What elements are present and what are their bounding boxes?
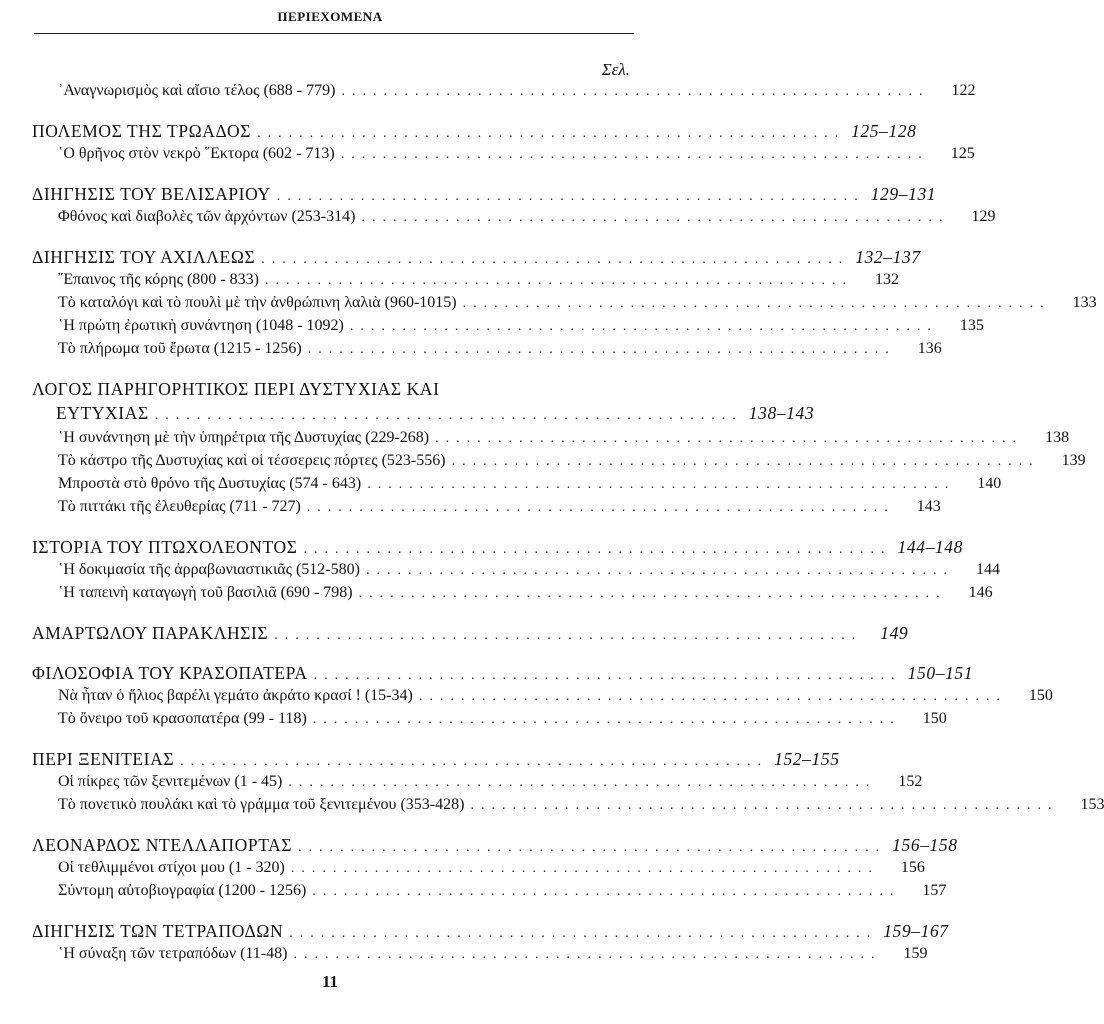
- dot-leader: ........................................................: [257, 126, 846, 141]
- dot-leader: ........................................................: [349, 319, 938, 334]
- header-rule: [34, 33, 634, 34]
- section-title: ΠΕΡΙ ΞΕΝΙΤΕΙΑΣ: [32, 749, 175, 769]
- section-pages: 129–131: [870, 184, 937, 204]
- entry-page: 144: [975, 561, 1000, 578]
- entry-page: 146: [968, 584, 993, 601]
- section-title: ΛΟΓΟΣ ΠΑΡΗΓΟΡΗΤΙΚΟΣ ΠΕΡΙ ΔΥΣΤΥΧΙΑΣ ΚΑΙ: [32, 379, 440, 399]
- entry-page: 157: [922, 882, 947, 899]
- entry-title: ῾Η δοκιμασία τῆς ἀρραβωνιαστικιᾶς (512-580): [58, 561, 360, 578]
- entry-title: ῾Η συνάντηση μὲ τὴν ὑπηρέτρια τῆς Δυστυχίας (229-268): [58, 429, 430, 446]
- section-title: ΔΙΗΓΗΣΙΣ ΤΩΝ ΤΕΤΡΑΠΟΔΩΝ: [32, 921, 284, 941]
- section-pages: 138–143: [748, 403, 815, 423]
- entry-title: Φθόνος καὶ διαβολὲς τῶν ἀρχόντων (253-314): [58, 208, 356, 225]
- page-column-label: Σελ.: [601, 60, 630, 79]
- entry-page: 132: [874, 271, 899, 288]
- toc-entry: [0, 773, 923, 796]
- section-title: ΦΙΛΟΣΟΦΙΑ ΤΟΥ ΚΡΑΣΟΠΑΤΕΡΑ: [32, 663, 308, 683]
- entry-title: ῾Ο θρῆνος στὸν νεκρὸ ῞Εκτορα (602 - 713): [58, 145, 335, 162]
- running-head: ΠΕΡΙΕΧΟΜΕΝΑ: [277, 9, 383, 24]
- dot-leader: ........................................................: [365, 563, 954, 578]
- toc-entry: [0, 271, 899, 294]
- entry-title: Τὸ πιττάκι τῆς ἐλευθερίας (711 - 727): [58, 498, 301, 515]
- entry-title: ᾿Αναγνωρισμὸς καὶ αἴσιο τέλος (688 - 779): [58, 82, 336, 99]
- dot-leader: ........................................................: [288, 775, 877, 790]
- dot-leader: ........................................................: [154, 408, 743, 423]
- toc-entry: [0, 294, 1097, 317]
- toc-entry: [0, 145, 975, 168]
- toc-section-heading-line2: [0, 403, 815, 429]
- toc-entry: [0, 796, 1104, 819]
- section-pages: 149: [880, 623, 909, 643]
- entry-page: 129: [971, 208, 996, 225]
- toc-entry: [0, 945, 928, 968]
- dot-leader: ........................................................: [290, 861, 879, 876]
- toc-section-heading: [0, 121, 917, 145]
- table-of-contents: [0, 82, 1104, 968]
- toc-entry: [0, 317, 984, 340]
- entry-page: 150: [1028, 687, 1053, 704]
- entry-page: 125: [950, 145, 975, 162]
- entry-title: Τὸ κάστρο τῆς Δυστυχίας καὶ οἱ τέσσερεις πόρτες (523-556): [58, 452, 446, 469]
- dot-leader: ........................................................: [312, 712, 901, 727]
- section-pages: 159–167: [883, 921, 949, 941]
- toc-entry: [0, 859, 925, 882]
- dot-leader: ........................................................: [298, 840, 887, 855]
- entry-title: Σύντομη αὐτοβιογραφία (1200 - 1256): [58, 882, 307, 899]
- toc-entry: [0, 710, 947, 733]
- section-pages: 152–155: [774, 749, 840, 769]
- entry-page: 143: [916, 498, 941, 515]
- section-title: ΔΙΗΓΗΣΙΣ ΤΟΥ ΑΧΙΛΛΕΩΣ: [32, 247, 256, 267]
- toc-section-heading: [0, 921, 949, 945]
- dot-leader: ........................................................: [264, 273, 853, 288]
- page-number: 11: [321, 972, 339, 991]
- section-pages: 132–137: [855, 247, 921, 267]
- section-title: ΛΕΟΝΑΡΔΟΣ ΝΤΕΛΛΑΠΟΡΤΑΣ: [32, 835, 293, 855]
- dot-leader: ........................................................: [341, 84, 930, 99]
- entry-page: 136: [917, 340, 942, 357]
- dot-leader: ........................................................: [361, 210, 950, 225]
- dot-leader: ........................................................: [470, 798, 1059, 813]
- toc-entry: [0, 584, 993, 607]
- entry-title: Οἱ πίκρες τῶν ξενιτεμένων (1 - 45): [58, 773, 283, 790]
- entry-page: 152: [898, 773, 923, 790]
- toc-section-heading: [0, 247, 921, 271]
- dot-leader: ........................................................: [358, 586, 947, 601]
- dot-leader: ........................................................: [276, 189, 865, 204]
- entry-title: ῾Η ταπεινὴ καταγωγὴ τοῦ βασιλιᾶ (690 - 798): [58, 584, 353, 601]
- entry-page: 138: [1045, 429, 1070, 446]
- entry-title: ῎Επαινος τῆς κόρης (800 - 833): [58, 271, 259, 288]
- dot-leader: ........................................................: [367, 477, 956, 492]
- section-title: ΔΙΗΓΗΣΙΣ ΤΟΥ ΒΕΛΙΣΑΡΙΟΥ: [32, 184, 271, 204]
- toc-entry: [0, 82, 976, 105]
- entry-page: 122: [951, 82, 976, 99]
- dot-leader: ........................................................: [435, 431, 1024, 446]
- dot-leader: ........................................................: [451, 454, 1040, 469]
- entry-title: ῾Η πρώτη ἐρωτικὴ συνάντηση (1048 - 1092): [58, 317, 344, 334]
- entry-title: Νὰ ἦταν ὁ ἥλιος βαρέλι γεμάτο ἀκράτο κρασί ! (15-34): [58, 687, 413, 704]
- entry-page: 139: [1061, 452, 1086, 469]
- toc-entry: [0, 340, 942, 363]
- toc-entry: [0, 208, 996, 231]
- dot-leader: ........................................................: [289, 926, 878, 941]
- entry-page: 150: [922, 710, 947, 727]
- dot-leader: ........................................................: [261, 252, 850, 267]
- section-pages: 125–128: [851, 121, 917, 141]
- toc-entry: [0, 429, 1070, 452]
- toc-section-heading-line1: [0, 379, 660, 403]
- section-pages: 144–148: [897, 537, 963, 557]
- toc-entry: [0, 475, 1002, 498]
- entry-title: Μπροστὰ στὸ θρόνο τῆς Δυστυχίας (574 - 643): [58, 475, 362, 492]
- toc-section-heading: [0, 184, 937, 208]
- toc-entry: [0, 561, 1000, 584]
- entry-page: 159: [903, 945, 928, 962]
- dot-leader: ........................................................: [307, 342, 896, 357]
- entry-page: 133: [1072, 294, 1097, 311]
- section-title: ΠΟΛΕΜΟΣ ΤΗΣ ΤΡΩΑΔΟΣ: [32, 121, 252, 141]
- section-pages: 150–151: [907, 663, 974, 683]
- dot-leader: ........................................................: [313, 668, 902, 683]
- entry-title: Οἱ τεθλιμμένοι στίχοι μου (1 - 320): [58, 859, 285, 876]
- entry-page: 140: [977, 475, 1002, 492]
- section-pages: 156–158: [892, 835, 958, 855]
- toc-entry: [0, 498, 941, 521]
- section-title: ΙΣΤΟΡΙΑ ΤΟΥ ΠΤΩΧΟΛΕΟΝΤΟΣ: [32, 537, 298, 557]
- entry-title: Τὸ πονετικὸ πουλάκι καὶ τὸ γράμμα τοῦ ξενιτεμένου (353-428): [58, 796, 465, 813]
- section-title: ΑΜΑΡΤΩΛΟΥ ΠΑΡΑΚΛΗΣΙΣ: [32, 623, 269, 643]
- toc-section-heading: [0, 749, 840, 773]
- dot-leader: ........................................................: [312, 884, 901, 899]
- toc-entry: [0, 452, 1086, 475]
- toc-section-heading: [0, 835, 958, 859]
- entry-page: 135: [959, 317, 984, 334]
- entry-title: Τὸ ὄνειρο τοῦ κρασοπατέρα (99 - 118): [58, 710, 307, 727]
- dot-leader: ........................................................: [303, 542, 892, 557]
- dot-leader: ........................................................: [306, 500, 895, 515]
- entry-title: Τὸ πλήρωμα τοῦ ἔρωτα (1215 - 1256): [58, 340, 302, 357]
- dot-leader: ........................................................: [293, 947, 882, 962]
- toc-section-heading: [0, 623, 909, 647]
- section-title-continued: ΕΥΤΥΧΙΑΣ: [56, 403, 149, 423]
- toc-section-heading: [0, 663, 974, 687]
- entry-title: Τὸ καταλόγι καὶ τὸ πουλὶ μὲ τὴν ἀνθρώπινη λαλιὰ (960-1015): [58, 294, 457, 311]
- entry-title: ῾Η σύναξη τῶν τετραπόδων (11-48): [58, 945, 288, 962]
- entry-page: 153: [1080, 796, 1104, 813]
- toc-entry: [0, 687, 1053, 710]
- dot-leader: ........................................................: [418, 689, 1007, 704]
- toc-section-heading: [0, 537, 963, 561]
- dot-leader: ........................................................: [180, 754, 769, 769]
- dot-leader: ........................................................: [462, 296, 1051, 311]
- dot-leader: ........................................................: [274, 628, 863, 643]
- dot-leader: ........................................................: [340, 147, 929, 162]
- toc-entry: [0, 882, 947, 905]
- entry-page: 156: [900, 859, 925, 876]
